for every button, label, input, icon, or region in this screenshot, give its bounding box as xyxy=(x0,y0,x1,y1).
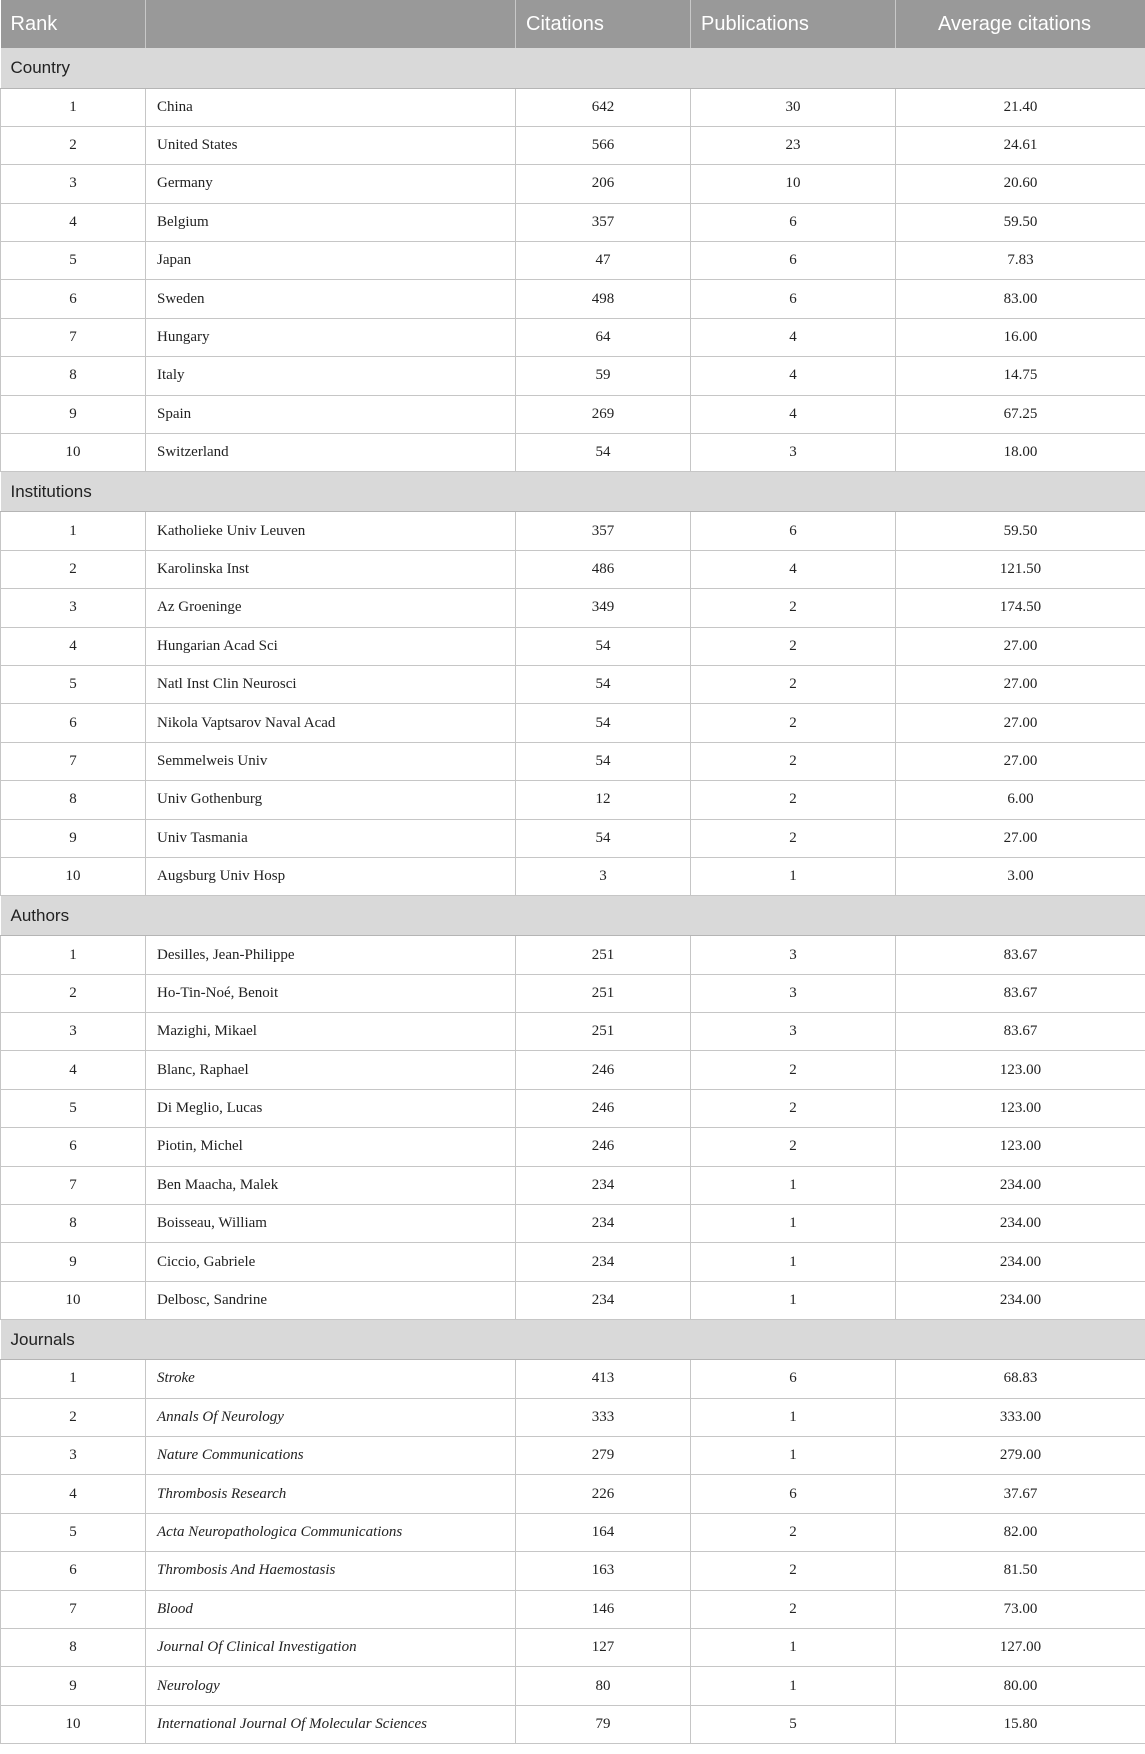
cell-citations: 357 xyxy=(516,512,691,550)
cell-average: 279.00 xyxy=(896,1437,1145,1475)
cell-average: 27.00 xyxy=(896,704,1145,742)
table-row xyxy=(1,1705,1145,1743)
table-row xyxy=(1,857,1145,895)
cell-publications: 30 xyxy=(691,88,896,126)
table-row xyxy=(1,1667,1145,1705)
section-title: Country xyxy=(1,48,1145,88)
table-row xyxy=(1,280,1145,318)
cell-rank: 10 xyxy=(1,1281,146,1319)
cell-average: 83.67 xyxy=(896,974,1145,1012)
header-average-citations: Average citations xyxy=(896,0,1145,48)
cell-name: Univ Gothenburg xyxy=(146,781,516,819)
section-row xyxy=(1,1320,1145,1360)
cell-publications: 3 xyxy=(691,936,896,974)
table-row xyxy=(1,1051,1145,1089)
cell-name: Karolinska Inst xyxy=(146,550,516,588)
cell-average: 59.50 xyxy=(896,203,1145,241)
cell-publications: 1 xyxy=(691,1437,896,1475)
table-row xyxy=(1,88,1145,126)
cell-citations: 127 xyxy=(516,1628,691,1666)
cell-name: Spain xyxy=(146,395,516,433)
cell-name: China xyxy=(146,88,516,126)
cell-name: Semmelweis Univ xyxy=(146,742,516,780)
cell-publications: 2 xyxy=(691,1051,896,1089)
cell-rank: 10 xyxy=(1,434,146,472)
cell-rank: 9 xyxy=(1,395,146,433)
cell-rank: 8 xyxy=(1,1628,146,1666)
cell-citations: 413 xyxy=(516,1360,691,1398)
cell-rank: 1 xyxy=(1,936,146,974)
cell-publications: 6 xyxy=(691,203,896,241)
cell-rank: 2 xyxy=(1,126,146,164)
cell-citations: 80 xyxy=(516,1667,691,1705)
cell-average: 80.00 xyxy=(896,1667,1145,1705)
cell-citations: 146 xyxy=(516,1590,691,1628)
table-row xyxy=(1,318,1145,356)
cell-name: Univ Tasmania xyxy=(146,819,516,857)
cell-name: Delbosc, Sandrine xyxy=(146,1281,516,1319)
cell-rank: 9 xyxy=(1,1243,146,1281)
cell-name: Natl Inst Clin Neurosci xyxy=(146,665,516,703)
table-row xyxy=(1,1128,1145,1166)
cell-name: Switzerland xyxy=(146,434,516,472)
cell-rank: 2 xyxy=(1,550,146,588)
cell-name: Sweden xyxy=(146,280,516,318)
table-row xyxy=(1,126,1145,164)
table-row xyxy=(1,936,1145,974)
section-row xyxy=(1,896,1145,936)
cell-publications: 6 xyxy=(691,512,896,550)
cell-publications: 1 xyxy=(691,1281,896,1319)
cell-name: Acta Neuropathologica Communications xyxy=(146,1513,516,1551)
cell-publications: 2 xyxy=(691,742,896,780)
cell-rank: 2 xyxy=(1,1398,146,1436)
cell-publications: 1 xyxy=(691,1667,896,1705)
table-row xyxy=(1,742,1145,780)
table-row xyxy=(1,819,1145,857)
cell-publications: 6 xyxy=(691,280,896,318)
table-row xyxy=(1,665,1145,703)
cell-publications: 2 xyxy=(691,627,896,665)
cell-rank: 7 xyxy=(1,1590,146,1628)
cell-rank: 10 xyxy=(1,1705,146,1743)
cell-rank: 7 xyxy=(1,742,146,780)
cell-citations: 642 xyxy=(516,88,691,126)
cell-publications: 2 xyxy=(691,781,896,819)
table-body xyxy=(1,48,1145,1744)
cell-citations: 486 xyxy=(516,550,691,588)
cell-publications: 3 xyxy=(691,974,896,1012)
cell-name: Journal Of Clinical Investigation xyxy=(146,1628,516,1666)
cell-publications: 2 xyxy=(691,704,896,742)
cell-publications: 3 xyxy=(691,1013,896,1051)
table-row xyxy=(1,512,1145,550)
cell-rank: 5 xyxy=(1,665,146,703)
cell-average: 174.50 xyxy=(896,589,1145,627)
cell-name: Augsburg Univ Hosp xyxy=(146,857,516,895)
table-row xyxy=(1,704,1145,742)
cell-publications: 3 xyxy=(691,434,896,472)
cell-average: 123.00 xyxy=(896,1089,1145,1127)
cell-name: International Journal Of Molecular Sciences xyxy=(146,1705,516,1743)
table-row xyxy=(1,395,1145,433)
cell-rank: 5 xyxy=(1,1513,146,1551)
table-row xyxy=(1,1475,1145,1513)
cell-publications: 23 xyxy=(691,126,896,164)
cell-rank: 3 xyxy=(1,589,146,627)
cell-average: 83.67 xyxy=(896,1013,1145,1051)
cell-name: Nikola Vaptsarov Naval Acad xyxy=(146,704,516,742)
cell-rank: 6 xyxy=(1,1128,146,1166)
section-title: Authors xyxy=(1,896,1145,936)
cell-rank: 4 xyxy=(1,1051,146,1089)
cell-citations: 234 xyxy=(516,1281,691,1319)
cell-name: Boisseau, William xyxy=(146,1205,516,1243)
cell-publications: 1 xyxy=(691,1205,896,1243)
cell-average: 83.67 xyxy=(896,936,1145,974)
cell-name: Ben Maacha, Malek xyxy=(146,1166,516,1204)
cell-average: 20.60 xyxy=(896,165,1145,203)
cell-citations: 333 xyxy=(516,1398,691,1436)
cell-average: 127.00 xyxy=(896,1628,1145,1666)
cell-publications: 10 xyxy=(691,165,896,203)
cell-publications: 4 xyxy=(691,318,896,356)
cell-name: Thrombosis And Haemostasis xyxy=(146,1552,516,1590)
cell-citations: 54 xyxy=(516,819,691,857)
table-row xyxy=(1,1513,1145,1551)
cell-name: United States xyxy=(146,126,516,164)
cell-rank: 1 xyxy=(1,88,146,126)
table-header xyxy=(1,0,1145,48)
cell-average: 18.00 xyxy=(896,434,1145,472)
cell-publications: 2 xyxy=(691,589,896,627)
cell-rank: 4 xyxy=(1,1475,146,1513)
cell-citations: 54 xyxy=(516,704,691,742)
table-row xyxy=(1,242,1145,280)
cell-publications: 4 xyxy=(691,357,896,395)
table-row xyxy=(1,781,1145,819)
table-row xyxy=(1,1281,1145,1319)
table-row xyxy=(1,1166,1145,1204)
cell-rank: 10 xyxy=(1,857,146,895)
cell-publications: 2 xyxy=(691,819,896,857)
cell-citations: 3 xyxy=(516,857,691,895)
header-publications: Publications xyxy=(691,0,896,48)
cell-name: Di Meglio, Lucas xyxy=(146,1089,516,1127)
cell-citations: 206 xyxy=(516,165,691,203)
cell-citations: 251 xyxy=(516,1013,691,1051)
cell-average: 234.00 xyxy=(896,1243,1145,1281)
table-row xyxy=(1,1013,1145,1051)
cell-average: 15.80 xyxy=(896,1705,1145,1743)
cell-publications: 2 xyxy=(691,1128,896,1166)
cell-publications: 2 xyxy=(691,1513,896,1551)
cell-average: 83.00 xyxy=(896,280,1145,318)
table-row xyxy=(1,1205,1145,1243)
cell-citations: 234 xyxy=(516,1243,691,1281)
cell-citations: 498 xyxy=(516,280,691,318)
cell-average: 6.00 xyxy=(896,781,1145,819)
header-rank: Rank xyxy=(1,0,146,48)
section-row xyxy=(1,48,1145,88)
cell-publications: 2 xyxy=(691,1089,896,1127)
cell-average: 24.61 xyxy=(896,126,1145,164)
cell-name: Mazighi, Mikael xyxy=(146,1013,516,1051)
table-row xyxy=(1,1552,1145,1590)
cell-citations: 246 xyxy=(516,1128,691,1166)
table-row xyxy=(1,1360,1145,1398)
cell-citations: 357 xyxy=(516,203,691,241)
table-row xyxy=(1,550,1145,588)
cell-rank: 8 xyxy=(1,781,146,819)
cell-name: Blanc, Raphael xyxy=(146,1051,516,1089)
cell-rank: 7 xyxy=(1,1166,146,1204)
table-row xyxy=(1,357,1145,395)
cell-rank: 4 xyxy=(1,203,146,241)
cell-rank: 3 xyxy=(1,1437,146,1475)
cell-average: 73.00 xyxy=(896,1590,1145,1628)
cell-publications: 1 xyxy=(691,1628,896,1666)
cell-citations: 54 xyxy=(516,627,691,665)
cell-average: 59.50 xyxy=(896,512,1145,550)
cell-citations: 226 xyxy=(516,1475,691,1513)
cell-citations: 251 xyxy=(516,974,691,1012)
cell-average: 333.00 xyxy=(896,1398,1145,1436)
cell-publications: 1 xyxy=(691,1243,896,1281)
cell-name: Katholieke Univ Leuven xyxy=(146,512,516,550)
cell-average: 82.00 xyxy=(896,1513,1145,1551)
cell-citations: 246 xyxy=(516,1089,691,1127)
cell-citations: 234 xyxy=(516,1166,691,1204)
cell-name: Japan xyxy=(146,242,516,280)
cell-average: 81.50 xyxy=(896,1552,1145,1590)
cell-average: 234.00 xyxy=(896,1205,1145,1243)
cell-rank: 3 xyxy=(1,165,146,203)
cell-rank: 5 xyxy=(1,1089,146,1127)
cell-publications: 1 xyxy=(691,1398,896,1436)
cell-name: Nature Communications xyxy=(146,1437,516,1475)
cell-average: 37.67 xyxy=(896,1475,1145,1513)
cell-name: Germany xyxy=(146,165,516,203)
cell-average: 123.00 xyxy=(896,1051,1145,1089)
cell-name: Stroke xyxy=(146,1360,516,1398)
cell-rank: 7 xyxy=(1,318,146,356)
cell-citations: 234 xyxy=(516,1205,691,1243)
cell-rank: 9 xyxy=(1,819,146,857)
table-row xyxy=(1,1243,1145,1281)
table-row xyxy=(1,627,1145,665)
cell-name: Belgium xyxy=(146,203,516,241)
cell-average: 234.00 xyxy=(896,1281,1145,1319)
cell-average: 68.83 xyxy=(896,1360,1145,1398)
cell-citations: 349 xyxy=(516,589,691,627)
cell-citations: 79 xyxy=(516,1705,691,1743)
cell-rank: 6 xyxy=(1,280,146,318)
cell-average: 21.40 xyxy=(896,88,1145,126)
cell-publications: 6 xyxy=(691,242,896,280)
cell-publications: 4 xyxy=(691,550,896,588)
cell-rank: 2 xyxy=(1,974,146,1012)
table-row xyxy=(1,1398,1145,1436)
cell-publications: 1 xyxy=(691,857,896,895)
cell-average: 27.00 xyxy=(896,627,1145,665)
cell-name: Thrombosis Research xyxy=(146,1475,516,1513)
cell-average: 14.75 xyxy=(896,357,1145,395)
cell-citations: 47 xyxy=(516,242,691,280)
cell-publications: 1 xyxy=(691,1166,896,1204)
cell-rank: 3 xyxy=(1,1013,146,1051)
cell-citations: 164 xyxy=(516,1513,691,1551)
cell-rank: 5 xyxy=(1,242,146,280)
cell-citations: 163 xyxy=(516,1552,691,1590)
cell-name: Italy xyxy=(146,357,516,395)
cell-name: Az Groeninge xyxy=(146,589,516,627)
cell-publications: 2 xyxy=(691,1552,896,1590)
cell-name: Ciccio, Gabriele xyxy=(146,1243,516,1281)
cell-citations: 12 xyxy=(516,781,691,819)
table-row xyxy=(1,434,1145,472)
section-title: Institutions xyxy=(1,472,1145,512)
cell-average: 16.00 xyxy=(896,318,1145,356)
cell-publications: 2 xyxy=(691,1590,896,1628)
cell-name: Annals Of Neurology xyxy=(146,1398,516,1436)
cell-name: Neurology xyxy=(146,1667,516,1705)
cell-citations: 54 xyxy=(516,742,691,780)
cell-name: Piotin, Michel xyxy=(146,1128,516,1166)
cell-rank: 1 xyxy=(1,512,146,550)
cell-publications: 5 xyxy=(691,1705,896,1743)
cell-rank: 6 xyxy=(1,704,146,742)
cell-average: 67.25 xyxy=(896,395,1145,433)
table-row xyxy=(1,1590,1145,1628)
cell-publications: 6 xyxy=(691,1475,896,1513)
cell-average: 27.00 xyxy=(896,742,1145,780)
cell-citations: 54 xyxy=(516,434,691,472)
header-name xyxy=(146,0,516,48)
cell-name: Blood xyxy=(146,1590,516,1628)
cell-publications: 6 xyxy=(691,1360,896,1398)
cell-citations: 64 xyxy=(516,318,691,356)
table-row xyxy=(1,203,1145,241)
cell-citations: 566 xyxy=(516,126,691,164)
cell-citations: 246 xyxy=(516,1051,691,1089)
cell-name: Desilles, Jean-Philippe xyxy=(146,936,516,974)
cell-rank: 9 xyxy=(1,1667,146,1705)
cell-citations: 59 xyxy=(516,357,691,395)
cell-average: 7.83 xyxy=(896,242,1145,280)
cell-name: Hungarian Acad Sci xyxy=(146,627,516,665)
table-row xyxy=(1,1089,1145,1127)
cell-name: Hungary xyxy=(146,318,516,356)
table-row xyxy=(1,974,1145,1012)
table-row xyxy=(1,1437,1145,1475)
header-citations: Citations xyxy=(516,0,691,48)
cell-citations: 54 xyxy=(516,665,691,703)
cell-name: Ho-Tin-Noé, Benoit xyxy=(146,974,516,1012)
cell-rank: 6 xyxy=(1,1552,146,1590)
table-row xyxy=(1,165,1145,203)
table-row xyxy=(1,589,1145,627)
section-row xyxy=(1,472,1145,512)
cell-average: 27.00 xyxy=(896,665,1145,703)
cell-publications: 4 xyxy=(691,395,896,433)
cell-average: 121.50 xyxy=(896,550,1145,588)
cell-rank: 1 xyxy=(1,1360,146,1398)
cell-rank: 8 xyxy=(1,1205,146,1243)
cell-citations: 251 xyxy=(516,936,691,974)
cell-average: 3.00 xyxy=(896,857,1145,895)
cell-citations: 269 xyxy=(516,395,691,433)
cell-average: 123.00 xyxy=(896,1128,1145,1166)
section-title: Journals xyxy=(1,1320,1145,1360)
cell-publications: 2 xyxy=(691,665,896,703)
cell-average: 234.00 xyxy=(896,1166,1145,1204)
cell-rank: 8 xyxy=(1,357,146,395)
cell-average: 27.00 xyxy=(896,819,1145,857)
cell-citations: 279 xyxy=(516,1437,691,1475)
cell-rank: 4 xyxy=(1,627,146,665)
table-row xyxy=(1,1628,1145,1666)
